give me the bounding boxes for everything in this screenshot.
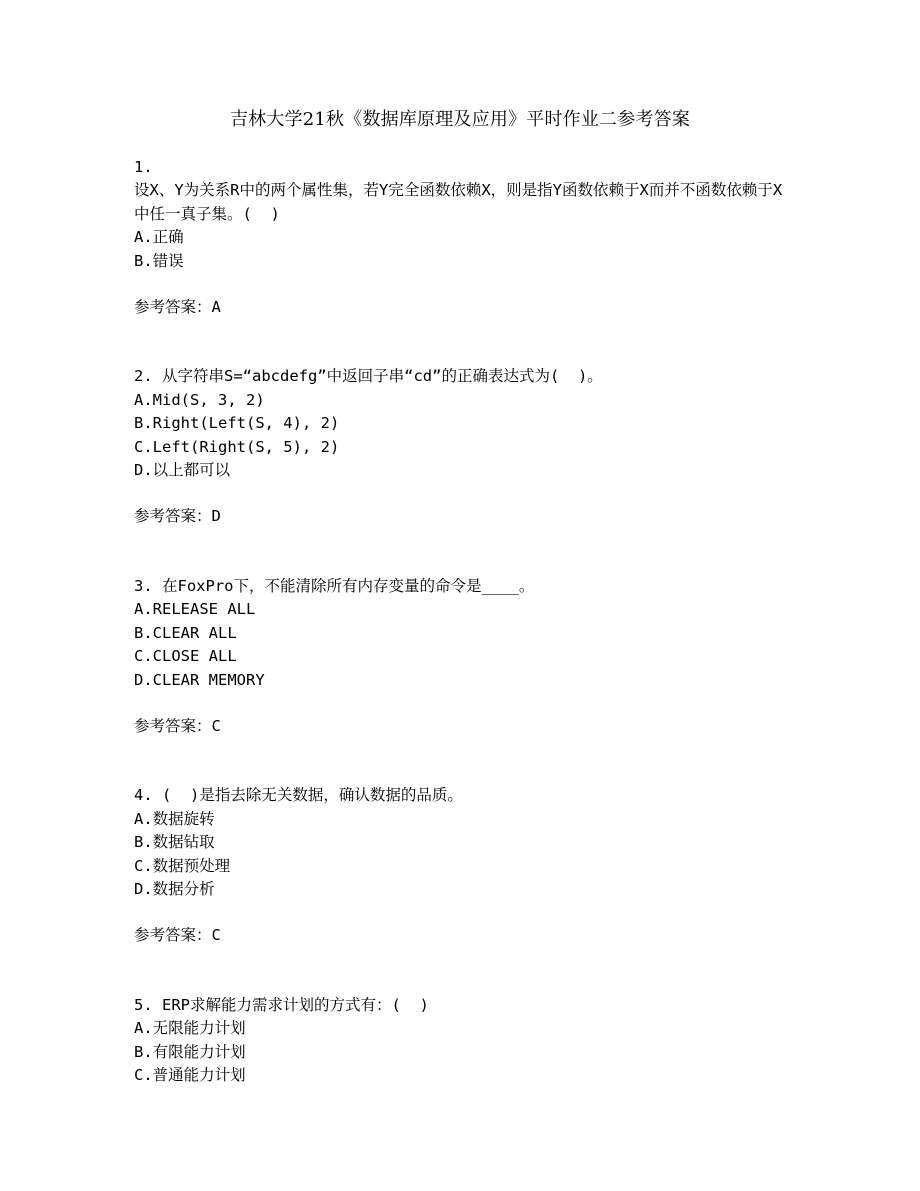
option-a: A.数据旋转	[134, 809, 215, 828]
question-stem: 设X、Y为关系R中的两个属性集，若Y完全函数依赖X，则是指Y函数依赖于X而并不函数依赖于X中任一真子集。( )	[134, 181, 783, 223]
option-b: B.有限能力计划	[134, 1042, 246, 1061]
question-5	[134, 994, 794, 1088]
option-c: C.数据预处理	[134, 856, 231, 875]
question-2	[134, 365, 794, 528]
option-b: B.Right(Left(S, 4), 2)	[134, 414, 340, 433]
page-title: 吉林大学21秋《数据库原理及应用》平时作业二参考答案	[229, 109, 691, 130]
question-list	[134, 156, 794, 1087]
option-c: C.普通能力计划	[134, 1065, 246, 1084]
option-c: C.CLOSE ALL	[134, 647, 237, 666]
reference-answer: 参考答案：C	[134, 926, 221, 945]
option-c: C.Left(Right(S, 5), 2)	[134, 437, 340, 456]
reference-answer: 参考答案：A	[134, 298, 221, 317]
question-number: 1.	[134, 158, 153, 176]
option-a: A.正确	[134, 228, 184, 247]
option-d: D.数据分析	[134, 879, 215, 898]
option-a: A.无限能力计划	[134, 1019, 246, 1038]
option-d: D.CLEAR MEMORY	[134, 670, 265, 689]
option-d: D.以上都可以	[134, 461, 231, 480]
question-stem: 3. 在FoxPro下，不能清除所有内存变量的命令是____。	[134, 576, 535, 595]
option-a: A.RELEASE ALL	[134, 600, 256, 619]
question-4	[134, 784, 794, 947]
reference-answer: 参考答案：C	[134, 716, 221, 735]
question-3	[134, 575, 794, 738]
question-stem: 5. ERP求解能力需求计划的方式有：( )	[134, 995, 429, 1014]
reference-answer: 参考答案：D	[134, 507, 221, 526]
question-stem: 4. ( )是指去除无关数据，确认数据的品质。	[134, 786, 463, 805]
option-a: A.Mid(S, 3, 2)	[134, 390, 265, 409]
question-1	[134, 156, 794, 319]
question-stem: 2. 从字符串S=“abcdefg”中返回子串“cd”的正确表达式为( )。	[134, 367, 603, 386]
option-b: B.错误	[134, 251, 184, 270]
option-b: B.CLEAR ALL	[134, 623, 237, 642]
option-b: B.数据钻取	[134, 833, 215, 852]
